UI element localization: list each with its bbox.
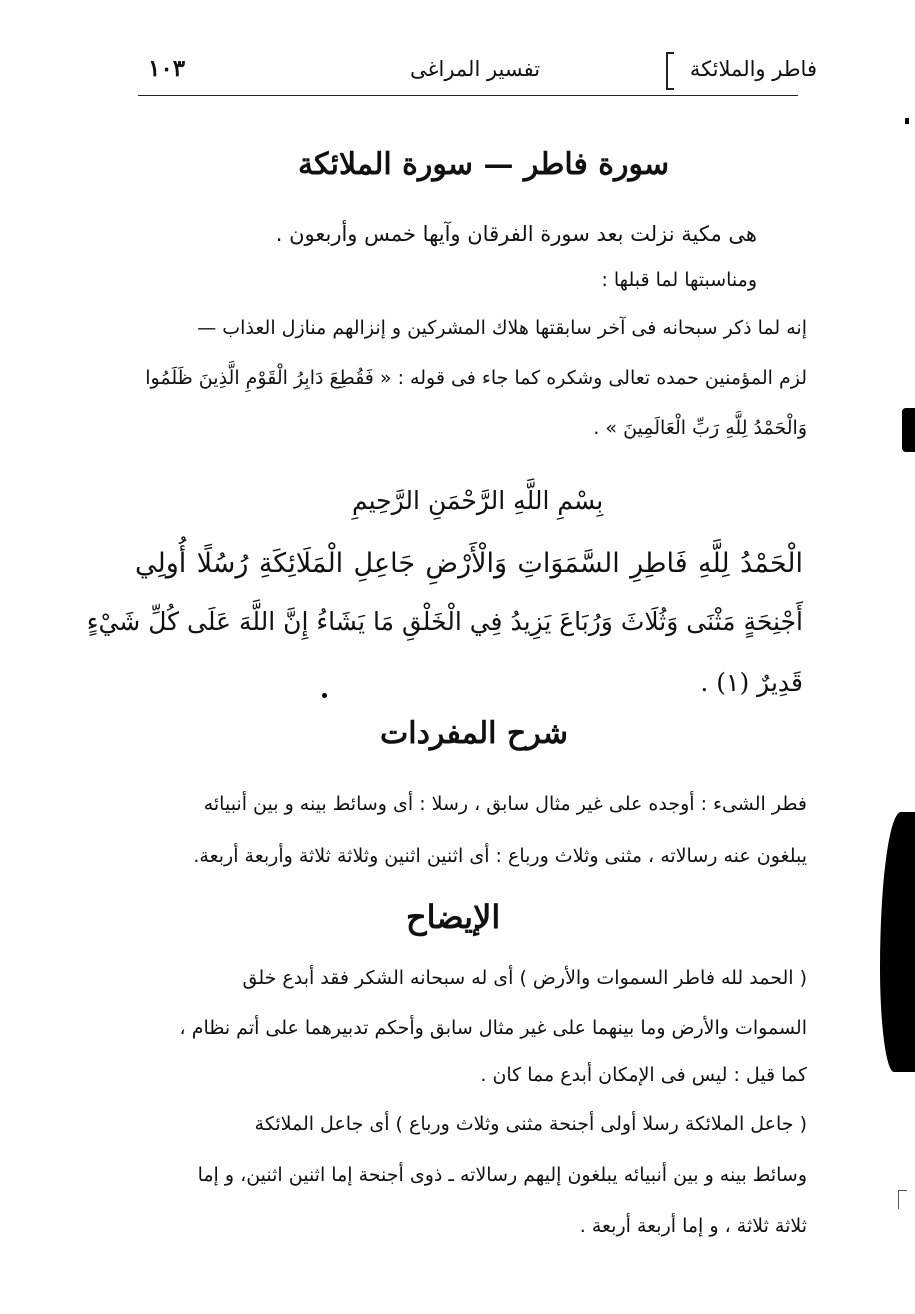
- intro-line-1: هى مكية نزلت بعد سورة الفرقان وآيها خمس وأربعون .: [275, 222, 757, 246]
- intro-line-4: لزم المؤمنين حمده تعالى وشكره كما جاء فى قوله : « فَقُطِعَ دَابِرُ الْقَوْمِ الَّذِينَ ظَلَمُوا: [145, 367, 807, 389]
- verse-line-2: أَجْنِحَةٍ مَثْنَى وَثُلَاثَ وَرُبَاعَ يَزِيدُ فِي الْخَلْقِ مَا يَشَاءُ إِنَّ اللَّهَ عَلَى كُلِّ شَيْءٍ: [86, 607, 803, 636]
- basmala: بِسْمِ اللَّهِ الرَّحْمَنِ الرَّحِيمِ: [352, 486, 604, 515]
- header-surah-label: فاطر والملائكة: [689, 57, 817, 81]
- explanation-line-2: السموات والأرض وما بينهما على غير مثال سابق وأحكم تدبيرهما على أتم نظام ،: [179, 1017, 807, 1039]
- explanation-line-4: ( جاعل الملائكة رسلا أولى أجنحة مثنى وثلاث ورباع ) أى جاعل الملائكة: [254, 1113, 807, 1135]
- vocab-line-2: يبلغون عنه رسالاته ، مثنى وثلاث ورباع : أى اثنين اثنين وثلاثة ثلاثة وأربعة أربعة.: [193, 845, 807, 867]
- book-title: تفسير المراغى: [410, 57, 541, 81]
- verse-line-3: قَدِيرٌ (١) .: [700, 668, 803, 697]
- scan-artifact: [902, 408, 915, 452]
- intro-line-5: وَالْحَمْدُ لِلَّهِ رَبِّ الْعَالَمِينَ » .: [593, 417, 807, 439]
- scan-artifact: [322, 693, 327, 698]
- explanation-line-1: ( الحمد لله فاطر السموات والأرض ) أى له سبحانه الشكر فقد أبدع خلق: [242, 967, 807, 989]
- intro-line-3: إنه لما ذكر سبحانه فى آخر سابقتها هلاك المشركين و إنزالهم منازل العذاب —: [197, 317, 807, 339]
- vocab-line-1: فطر الشىء : أوجده على غير مثال سابق ، رسلا : أى وسائط بينه و بين أنبيائه: [203, 793, 807, 815]
- vocab-heading: شرح المفردات: [380, 716, 568, 751]
- scan-artifact: [880, 812, 915, 1072]
- scan-artifact: [905, 118, 909, 124]
- header-bracket: [666, 52, 674, 90]
- verse-line-1: الْحَمْدُ لِلَّهِ فَاطِرِ السَّمَوَاتِ وَالْأَرْضِ جَاعِلِ الْمَلَائِكَةِ رُسُلًا أُولِي: [135, 548, 803, 579]
- explanation-line-6: ثلاثة ثلاثة ، و إما أربعة أربعة .: [579, 1215, 807, 1237]
- surah-title: سورة فاطر — سورة الملائكة: [298, 147, 670, 182]
- explanation-heading: الإيضاح: [406, 898, 501, 936]
- scan-artifact: [898, 1190, 907, 1209]
- explanation-line-3: كما قيل : ليس فى الإمكان أبدع مما كان .: [480, 1064, 807, 1086]
- explanation-line-5: وسائط بينه و بين أنبيائه يبلغون إليهم رسالاته ـ ذوى أجنحة إما اثنين اثنين، و إما: [197, 1164, 807, 1186]
- page-number: ١٠٣: [148, 55, 186, 82]
- intro-line-2: ومناسبتها لما قبلها :: [601, 269, 757, 291]
- header-rule: [138, 95, 798, 96]
